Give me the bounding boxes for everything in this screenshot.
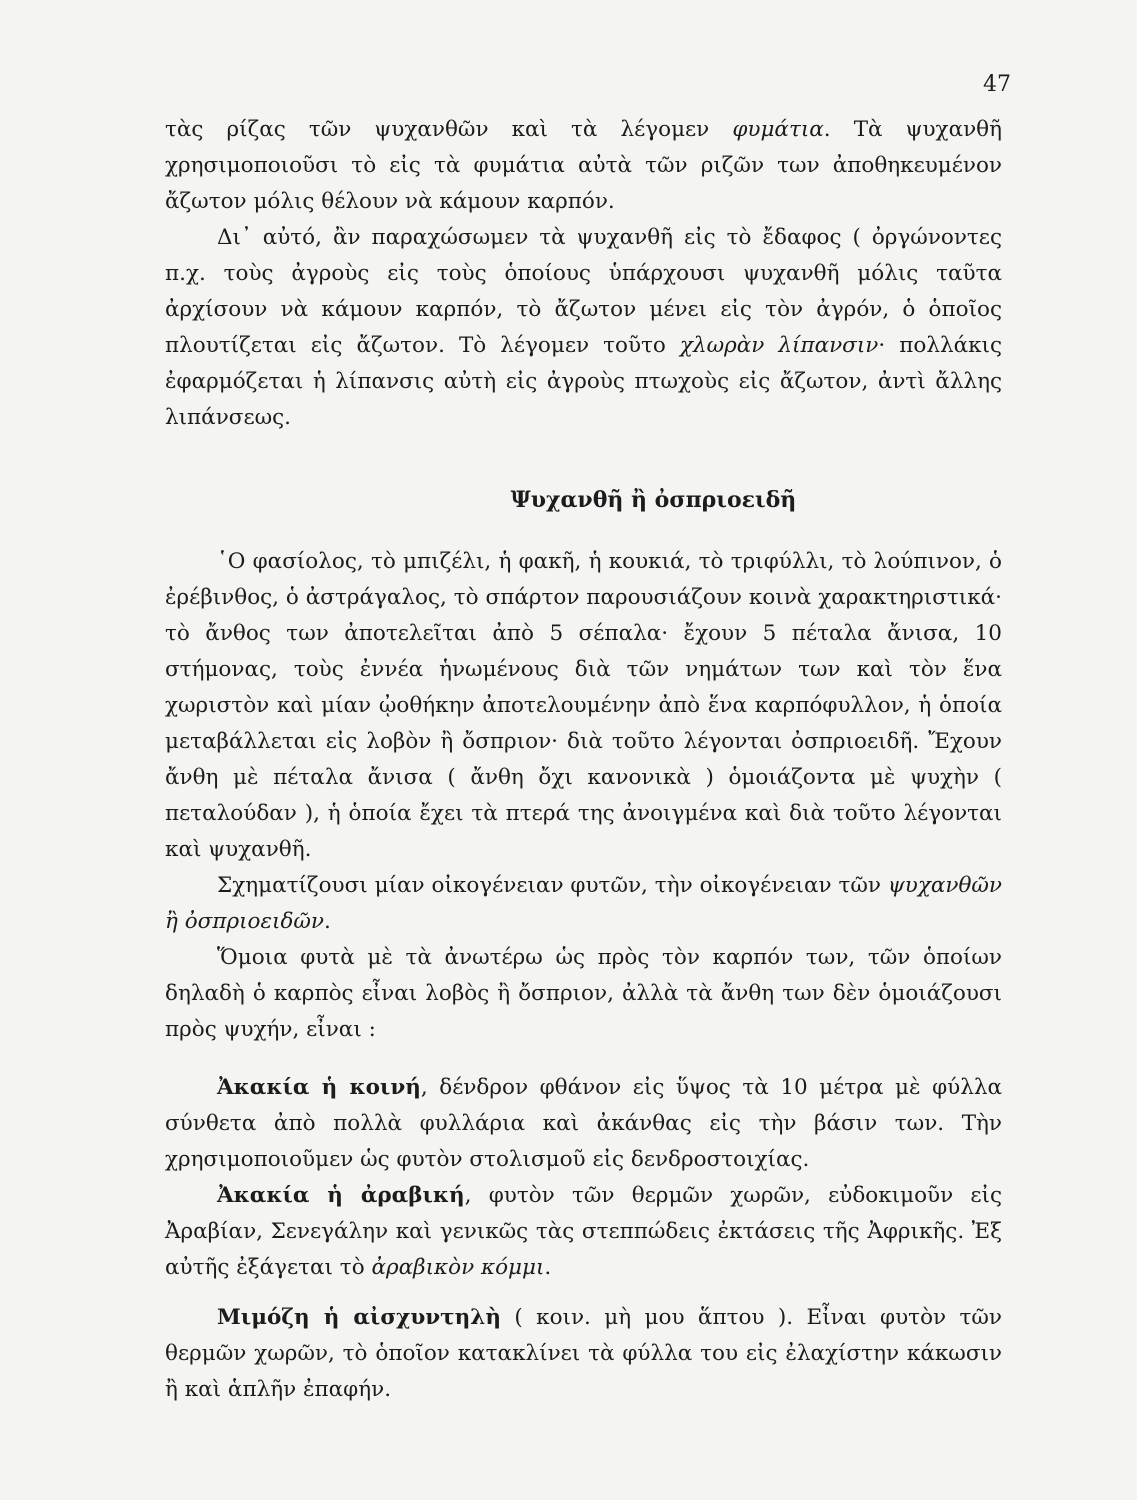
paragraph-text: , δένδρον φθάνον εἰς ὕψος τὰ 10 μέτρα μὲ φύλλα σύνθετα ἀπὸ πολλὰ φυλλάρια καὶ ἀκάνθας εἰς τὴν βάσιν των. Τὴν χρησιμοποιοῦμεν ὡς φυτὸν στολισμοῦ εἰς δενδροστοιχίας. (165, 1075, 1002, 1172)
paragraph-text: Δι᾿ αὐτό, ἂν παραχώσωμεν τὰ ψυχανθῆ εἰς τὸ ἔδαφος ( ὀργώνοντες π.χ. τοὺς ἀγροὺς εἰς τοὺς ὁποίους ὑπάρχουσι ψυχανθῆ μόλις ταῦτα ἀρχίσουν νὰ κάμουν καρπόν, τὸ ἄζωτον μένει εἰς τὸν ἀγρόν, ὁ ὁποῖος πλουτίζεται εἰς ἄζωτον. Τὸ λέγομεν τοῦτο (165, 225, 1002, 358)
paragraph-text: Σχηματίζουσι μίαν οἰκογένειαν φυτῶν, τὴν οἰκογένειαν τῶν (217, 873, 888, 898)
italic-term: ψυχανθῶν ἢ ὀσπριοειδῶν (165, 873, 1002, 934)
paragraph-text: τὰς ρίζας τῶν ψυχανθῶν καὶ τὰ λέγομεν (165, 117, 733, 142)
paragraph-green-manure (165, 220, 1002, 436)
paragraph-text: ( κοιν. μὴ μου ἅπτου ). Εἶναι φυτὸν τῶν θερμῶν χωρῶν, τὸ ὁποῖον κατακλίνει τὰ φύλλα του εἰς ἐλαχίστην κάκωσιν ἢ καὶ ἁπλῆν ἐπαφήν. (165, 1305, 1002, 1402)
paragraph-text: , φυτὸν τῶν θερμῶν χωρῶν, εὐδοκιμοῦν εἰς Ἀραβίαν, Σενεγάλην καὶ γενικῶς τὰς στεππώδεις ἐκτάσεις τῆς Ἀφρικῆς. Ἐξ αὐτῆς ἐξάγεται τὸ (165, 1183, 1002, 1280)
section-heading: Ψυχανθῆ ἢ ὀσπριοειδῆ (510, 487, 797, 513)
bold-term: Μιμόζη ἡ αἰσχυντηλὴ (217, 1305, 501, 1330)
paragraph-text: . (544, 1255, 552, 1280)
paragraph-text: Ὅμοια φυτὰ μὲ τὰ ἀνωτέρω ὡς πρὸς τὸν καρπόν των, τῶν ὁποίων δηλαδὴ ὁ καρπὸς εἶναι λοβὸς ἢ ὄσπριον, ἀλλὰ τὰ ἄνθη των δὲν ὁμοιάζουσι πρὸς ψυχήν, εἶναι : (165, 945, 1002, 1042)
paragraph-mimosa (165, 1300, 1002, 1408)
paragraph-acacia-common (165, 1070, 1002, 1178)
paragraph-family (165, 868, 1002, 940)
paragraph-text: ῾Ο φασίολος, τὸ μπιζέλι, ἡ φακῆ, ἡ κουκιά, τὸ τριφύλλι, τὸ λούπινον, ὁ ἐρέβινθος, ὁ ἀστράγαλος, τὸ σπάρτον παρουσιάζουν κοινὰ χαρακτηριστικά· τὸ ἄνθος των ἀποτελεῖται ἀπὸ 5 σέπαλα· ἔχουν 5 πέταλα ἄνισα, 10 στήμονας, τοὺς ἐννέα ἡνωμένους διὰ τῶν νημάτων των καὶ τὸν ἕνα χωριστὸν καὶ μίαν ᾠοθήκην ἀποτελουμένην ἀπὸ ἕνα καρπόφυλλον, ἡ ὁποία μεταβάλλεται εἰς λοβὸν ἢ ὄσπριον· διὰ τοῦτο λέγονται ὀσπριοειδῆ. Ἔχουν ἄνθη μὲ πέταλα ἄνισα ( ἄνθη ὄχι κανονικὰ ) ὁμοιάζοντα μὲ ψυχὴν ( πεταλούδαν ), ἡ ὁποία ἔχει τὰ πτερά της ἀνοιγμένα καὶ διὰ τοῦτο λέγονται καὶ ψυχανθῆ. (165, 549, 1002, 862)
paragraph-text: . (324, 909, 331, 934)
paragraph-text: · πολλάκις ἐφαρμόζεται ἡ λίπανσις αὐτὴ εἰς ἀγροὺς πτωχοὺς εἰς ἄζωτον, ἀντὶ ἄλλης λιπάνσεως. (165, 333, 1003, 430)
paragraph-legume-characteristics (165, 544, 1002, 868)
page-number: 47 (983, 72, 1011, 97)
paragraph-roots (165, 112, 1002, 220)
italic-term: χλωρὰν λίπανσιν (679, 333, 879, 358)
italic-term: φυμάτια (732, 117, 824, 142)
bold-term: Ἀκακία ἡ κοινή (217, 1075, 421, 1100)
bold-term: Ἀκακία ἡ ἀραβική (217, 1183, 465, 1208)
page-body (165, 112, 1002, 1408)
italic-term: ἀραβικὸν κόμμι (371, 1255, 545, 1280)
paragraph-acacia-arabic (165, 1178, 1002, 1286)
paragraph-similar-plants (165, 940, 1002, 1048)
paragraph-text: . Τὰ ψυχανθῆ χρησιμοποιοῦσι τὸ εἰς τὰ φυμάτια αὐτὰ τῶν ριζῶν των ἀποθηκευμένον ἄζωτον μόλις θέλουν νὰ κάμουν καρπόν. (165, 117, 1002, 214)
